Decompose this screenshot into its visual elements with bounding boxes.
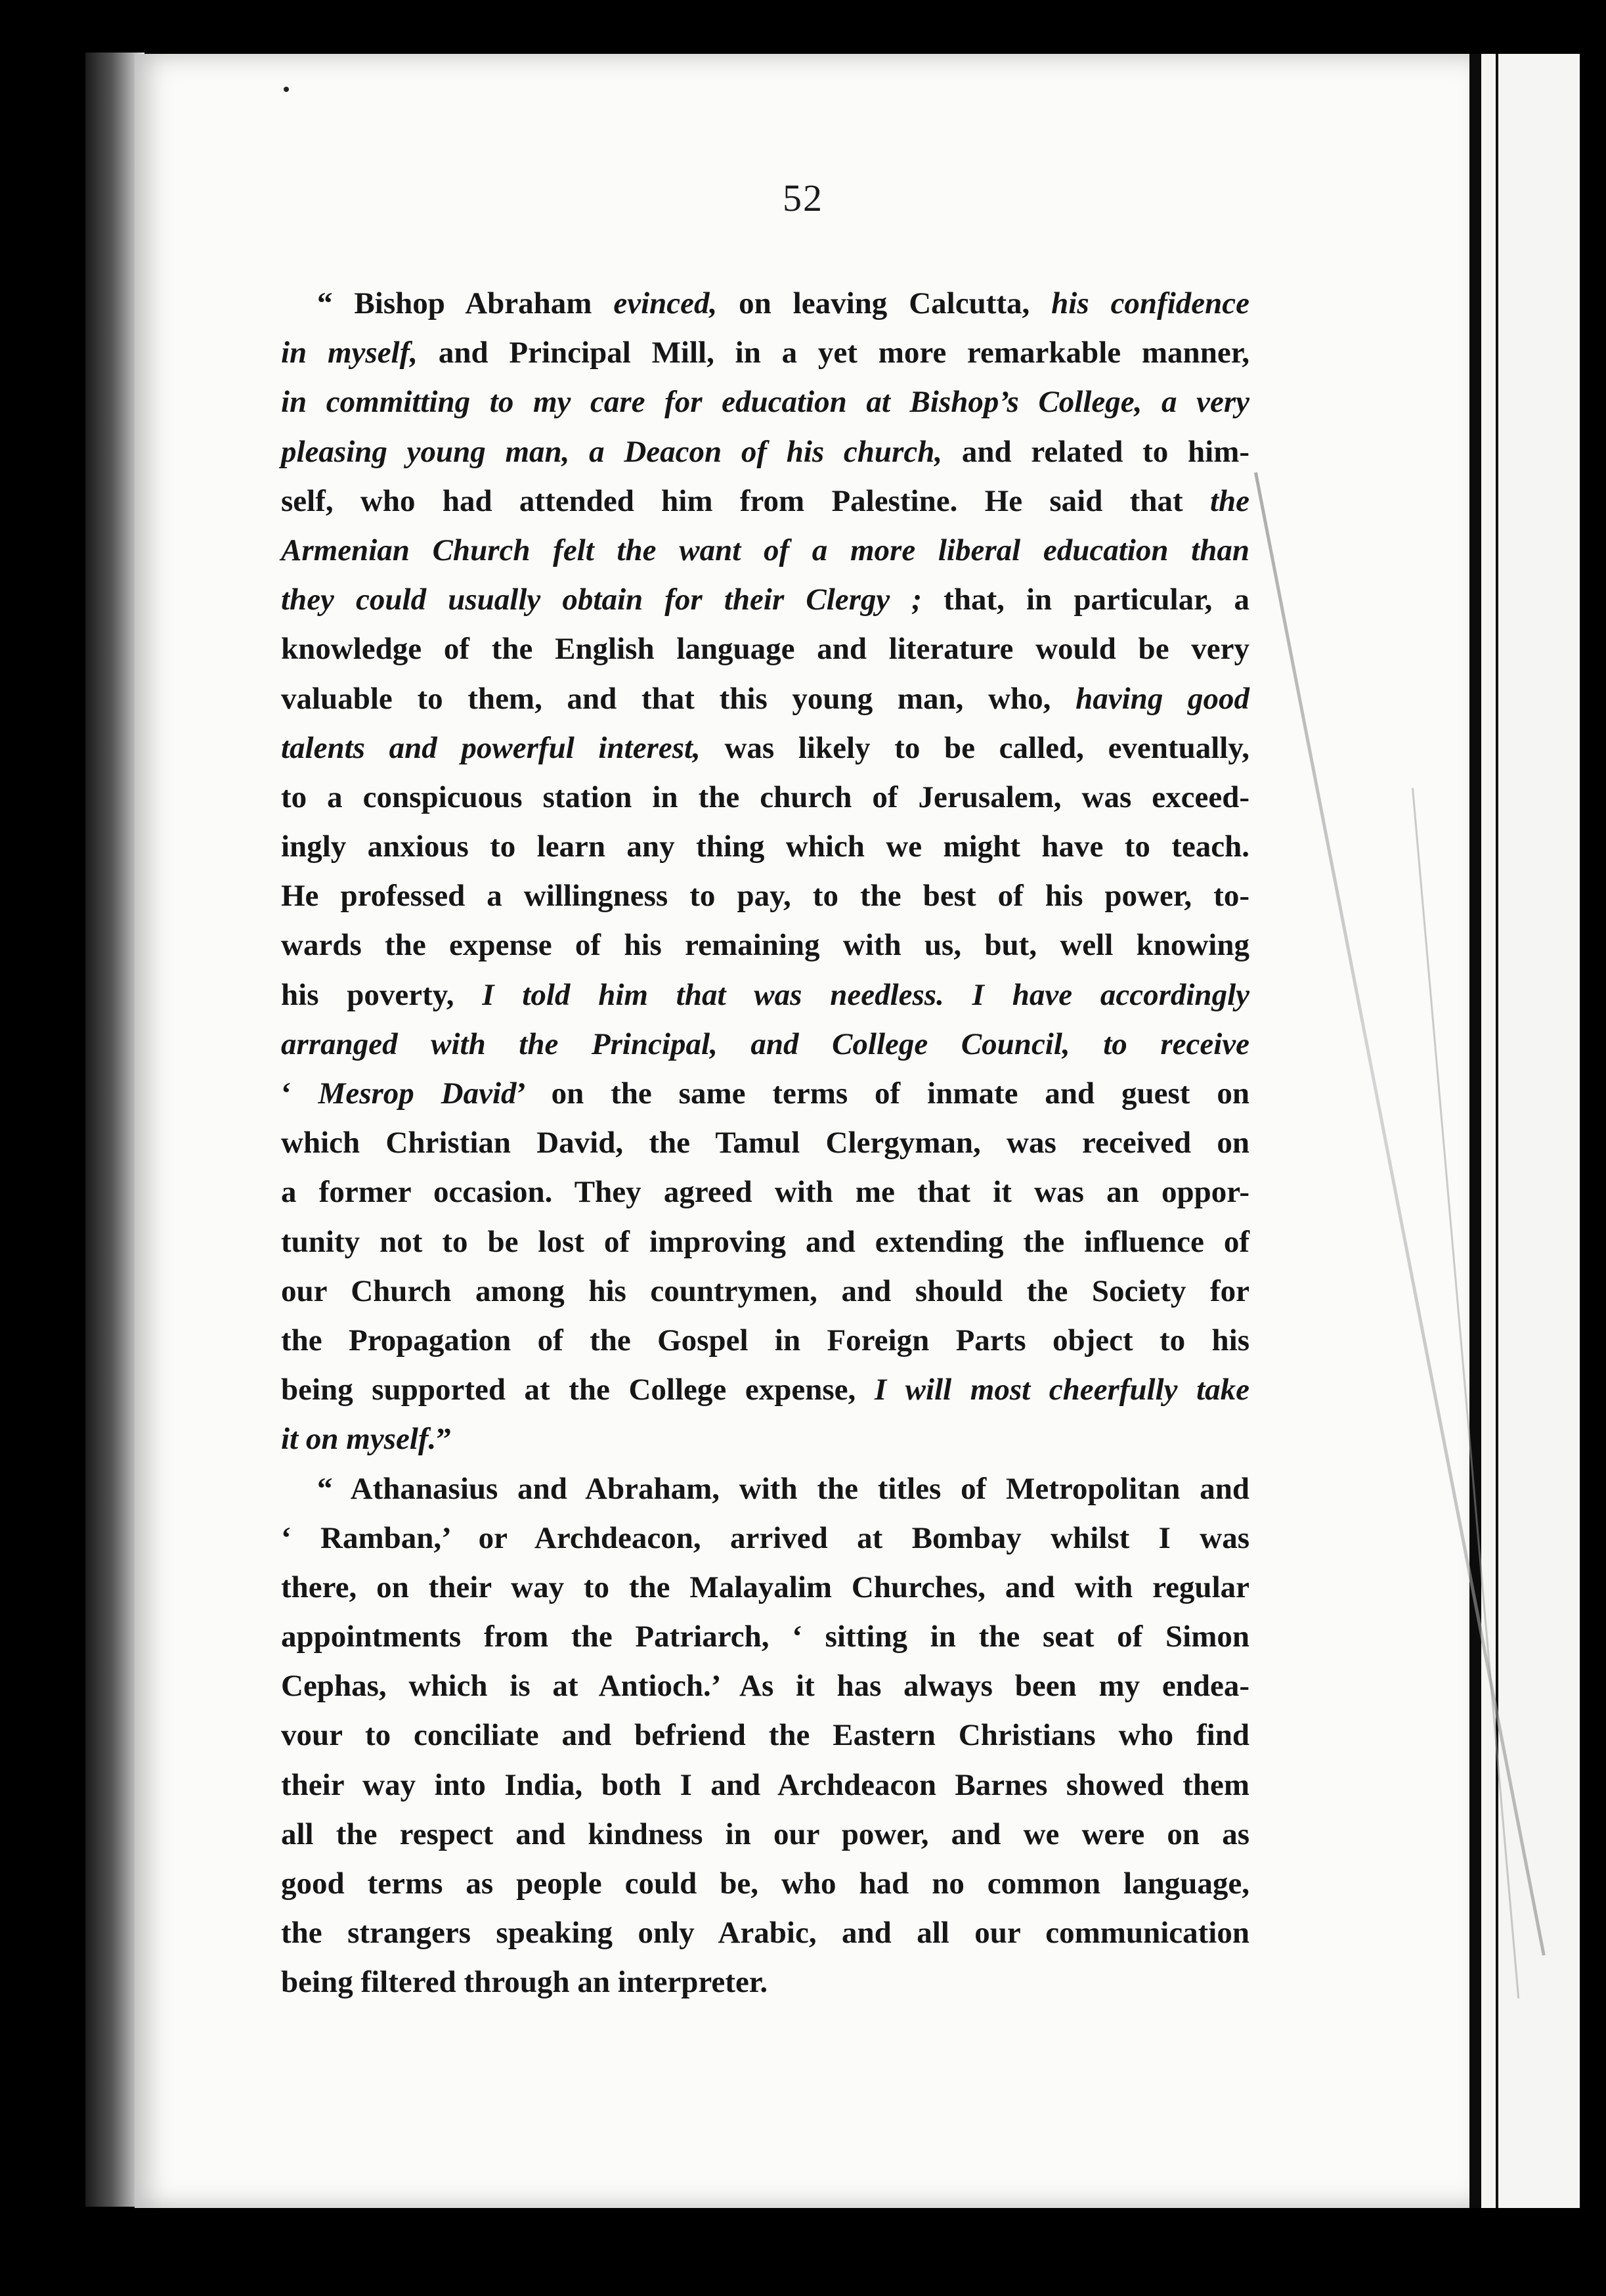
italic-text: evinced, — [613, 286, 718, 320]
facing-page-edge — [1469, 54, 1580, 2208]
text-line — [281, 971, 1249, 1020]
italic-text: talents and powerful interest, — [281, 730, 701, 765]
text-segment: all the respect and kindness in our power, and we were on as — [281, 1817, 1249, 1851]
text-line — [281, 1267, 1249, 1316]
text-segment: ” — [436, 1422, 452, 1457]
text-line — [281, 575, 1249, 625]
text-segment: was likely to be called, eventually, — [700, 730, 1249, 765]
text-line — [281, 1365, 1249, 1415]
text-line — [281, 1909, 1249, 1958]
text-line — [281, 477, 1249, 526]
text-line — [281, 1316, 1249, 1365]
paragraph — [281, 279, 1249, 1465]
text-line — [281, 1465, 1249, 1514]
text-line — [281, 1415, 1249, 1464]
text-line — [281, 1118, 1249, 1168]
italic-text: I told him that was needless. I have accordingly — [482, 977, 1249, 1012]
italic-text: Armenian Church felt the want of a more liberal education than — [281, 533, 1249, 567]
text-segment: on leaving Calcutta, — [717, 286, 1052, 320]
text-segment: appointments from the Patriarch, ‘ sitting in the seat of Simon — [281, 1620, 1249, 1654]
text-line — [281, 1069, 1249, 1118]
text-segment: their way into India, both I and Archdeacon Barnes showed them — [281, 1767, 1249, 1802]
text-line — [281, 773, 1249, 822]
text-segment: being supported at the College expense, — [281, 1373, 875, 1407]
text-segment: knowledge of the English language and literature would be very — [281, 632, 1249, 667]
text-line — [281, 921, 1249, 970]
text-line — [281, 625, 1249, 674]
italic-text: it on myself. — [281, 1422, 437, 1457]
text-segment: the strangers speaking only Arabic, and all our communication — [281, 1916, 1249, 1951]
text-line — [281, 1761, 1249, 1810]
text-segment: ingly anxious to learn any thing which we might have to teach. — [281, 829, 1249, 864]
text-segment: and Principal Mill, in a yet more remarkable manner, — [418, 336, 1249, 370]
text-segment: Cephas, which is at Antioch.’ As it has always been my endea- — [281, 1669, 1249, 1704]
text-line — [281, 279, 1249, 328]
text-segment: ‘ Ramban,’ or Archdeacon, arrived at Bombay whilst I was — [281, 1520, 1249, 1555]
text-segment: which Christian David, the Tamul Clergyman, was received on — [281, 1126, 1249, 1160]
text-line — [281, 822, 1249, 872]
text-line — [281, 1662, 1249, 1711]
text-segment: He professed a willingness to pay, to the best of his power, to- — [281, 879, 1249, 914]
text-segment: our Church among his countrymen, and should the Society for — [281, 1273, 1249, 1308]
text-segment: valuable to them, and that this young man, who, — [281, 681, 1076, 716]
text-segment: ’ on the same terms of inmate and guest on — [516, 1076, 1249, 1111]
page-edge-line — [1496, 54, 1498, 2208]
text-segment: self, who had attended him from Palestine. He said that — [281, 483, 1210, 518]
italic-text: I will most cheerfully take — [874, 1373, 1250, 1407]
text-segment: there, on their way to the Malayalim Churches, and with regular — [281, 1570, 1249, 1604]
text-line — [281, 1810, 1249, 1859]
text-segment: “ Bishop Abraham — [317, 286, 614, 320]
paragraph — [281, 1465, 1249, 2008]
text-line — [281, 328, 1249, 378]
text-line — [281, 674, 1249, 724]
italic-text: pleasing young man, a Deacon of his church, — [281, 434, 943, 469]
body-text — [281, 279, 1249, 2008]
italic-text: the — [1209, 483, 1249, 518]
text-segment: his poverty, — [281, 977, 483, 1012]
text-segment: tunity not to be lost of improving and extending the influence of — [281, 1224, 1249, 1259]
ink-speck — [284, 87, 289, 92]
text-line — [281, 378, 1249, 427]
italic-text: in committing to my care for education at Bishop’s College, a very — [281, 385, 1249, 420]
text-segment: wards the expense of his remaining with us, but, well knowing — [281, 928, 1249, 963]
text-segment: being filtered through an interpreter. — [281, 1965, 768, 2000]
text-line — [281, 428, 1249, 477]
text-segment: the Propagation of the Gospel in Foreign Parts object to his — [281, 1323, 1249, 1358]
text-line — [281, 872, 1249, 921]
text-segment: good terms as people could be, who had no common language, — [281, 1866, 1249, 1901]
text-line — [281, 526, 1249, 575]
page-number: 52 — [783, 177, 823, 219]
text-segment: and related to him- — [942, 434, 1249, 469]
text-line — [281, 1711, 1249, 1760]
text-line — [281, 1020, 1249, 1069]
text-segment: to a conspicuous station in the church of Jerusalem, was exceed- — [281, 780, 1249, 814]
text-segment: a former occasion. They agreed with me that it was an oppor- — [281, 1175, 1249, 1210]
text-line — [281, 1958, 1249, 2007]
text-segment: vour to conciliate and befriend the Eastern Christians who find — [281, 1718, 1249, 1753]
text-line — [281, 1859, 1249, 1909]
italic-text: in myself, — [281, 336, 418, 370]
italic-text: his confidence — [1051, 286, 1249, 320]
italic-text: arranged with the Principal, and College Council, to receive — [281, 1027, 1249, 1061]
text-segment: that, in particular, a — [922, 583, 1250, 617]
text-line — [281, 1612, 1249, 1662]
text-line — [281, 724, 1249, 773]
italic-text: they could usually obtain for their Clergy ; — [281, 583, 922, 617]
text-segment: ‘ — [281, 1076, 318, 1111]
italic-text: having good — [1075, 681, 1250, 716]
italic-text: Mesrop David — [318, 1076, 517, 1111]
text-segment: “ Athanasius and Abraham, with the titles of Metropolitan and — [317, 1471, 1249, 1506]
text-line — [281, 1514, 1249, 1563]
text-line — [281, 1218, 1249, 1267]
text-line — [281, 1563, 1249, 1612]
text-line — [281, 1168, 1249, 1217]
